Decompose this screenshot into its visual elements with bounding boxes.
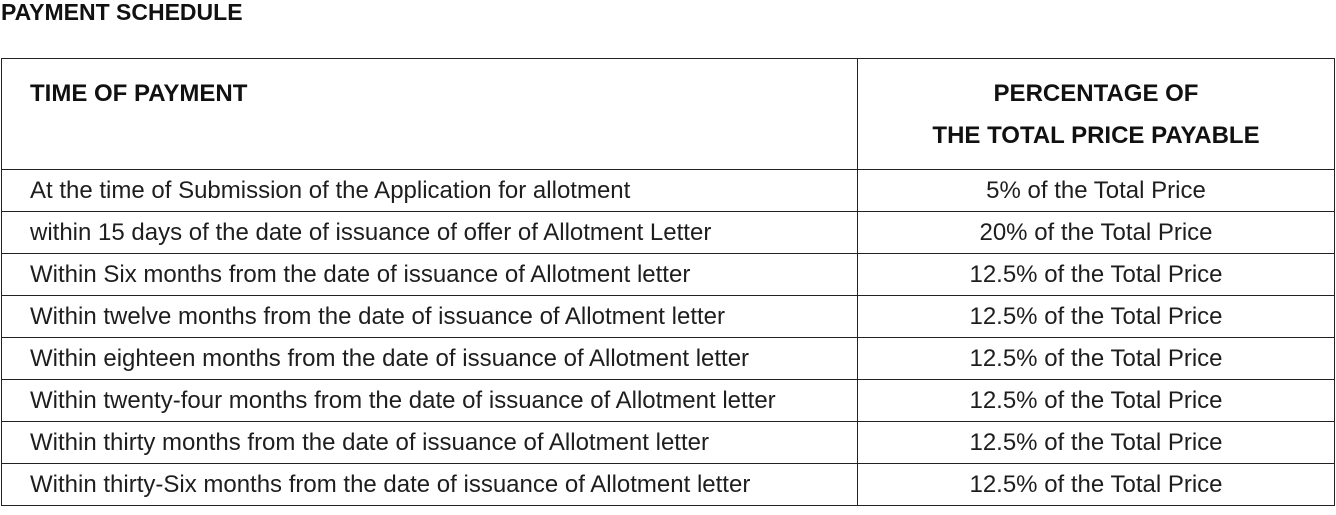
time-of-payment-cell: Within eighteen months from the date of issuance of Allotment letter bbox=[2, 338, 858, 380]
page-title: PAYMENT SCHEDULE bbox=[1, 0, 243, 25]
table-row bbox=[2, 464, 1335, 506]
table-row bbox=[2, 170, 1335, 212]
percentage-cell: 12.5% of the Total Price bbox=[858, 464, 1335, 506]
time-of-payment-cell: Within thirty months from the date of issuance of Allotment letter bbox=[2, 422, 858, 464]
time-of-payment-cell: Within thirty-Six months from the date of issuance of Allotment letter bbox=[2, 464, 858, 506]
table-row bbox=[2, 380, 1335, 422]
table-header-row bbox=[2, 59, 1335, 170]
table-row bbox=[2, 338, 1335, 380]
time-of-payment-cell: Within twelve months from the date of issuance of Allotment letter bbox=[2, 296, 858, 338]
percentage-cell: 12.5% of the Total Price bbox=[858, 338, 1335, 380]
percentage-cell: 5% of the Total Price bbox=[858, 170, 1335, 212]
percentage-cell: 12.5% of the Total Price bbox=[858, 380, 1335, 422]
table-row bbox=[2, 212, 1335, 254]
time-of-payment-header bbox=[2, 59, 858, 170]
percentage-header bbox=[858, 59, 1335, 170]
percentage-header-line-2: THE TOTAL PRICE PAYABLE bbox=[932, 122, 1260, 149]
time-of-payment-cell: Within twenty-four months from the date of issuance of Allotment letter bbox=[2, 380, 858, 422]
percentage-cell: 20% of the Total Price bbox=[858, 212, 1335, 254]
time-of-payment-cell: Within Six months from the date of issuance of Allotment letter bbox=[2, 254, 858, 296]
time-of-payment-cell: At the time of Submission of the Application for allotment bbox=[2, 170, 858, 212]
percentage-cell: 12.5% of the Total Price bbox=[858, 296, 1335, 338]
percentage-cell: 12.5% of the Total Price bbox=[858, 254, 1335, 296]
percentage-header-line-1: PERCENTAGE OF bbox=[993, 80, 1199, 107]
payment-schedule-table bbox=[1, 58, 1335, 506]
table-row bbox=[2, 296, 1335, 338]
time-of-payment-header-label: TIME OF PAYMENT bbox=[30, 80, 248, 107]
table-row bbox=[2, 254, 1335, 296]
time-of-payment-cell: within 15 days of the date of issuance of offer of Allotment Letter bbox=[2, 212, 858, 254]
table-row bbox=[2, 422, 1335, 464]
percentage-cell: 12.5% of the Total Price bbox=[858, 422, 1335, 464]
